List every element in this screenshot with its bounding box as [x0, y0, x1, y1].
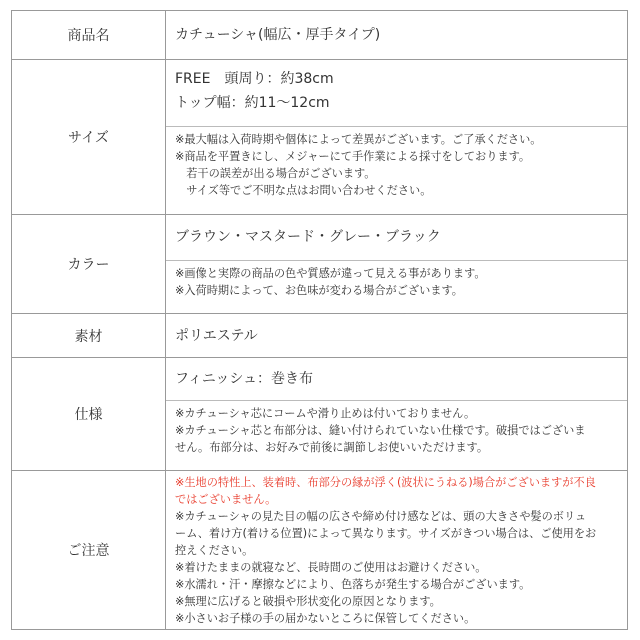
row-content — [166, 358, 627, 470]
main-line: FREE 頭周り：約38cm — [175, 71, 334, 87]
note-line: 若干の誤差が出る場合がございます。 — [175, 167, 376, 180]
note-line: せん。布部分は、お好みで前後に調節しお使いいただけます。 — [175, 441, 489, 454]
warning-line: ではございません。 — [175, 493, 277, 506]
main-text — [166, 367, 627, 391]
row-label: カラー — [12, 215, 166, 313]
main-line: トップ幅：約11〜12cm — [175, 95, 330, 111]
row-spec — [12, 358, 627, 471]
note-line: ※無理に広げると破損や形状変化の原因となります。 — [175, 595, 441, 608]
note-line: ※カチューシャ芯と布部分は、縫い付けられていない仕様です。破損ではございま — [175, 424, 586, 437]
row-material — [12, 314, 627, 358]
row-size — [12, 60, 627, 215]
row-label: ご注意 — [12, 471, 166, 629]
note-line: ※商品を平置きにし、メジャーにて手作業による採寸をしております。 — [175, 150, 531, 163]
row-label: サイズ — [12, 60, 166, 214]
note-line: ※着けたままの就寝など、長時間のご使用はお避けください。 — [175, 561, 487, 574]
note-line: ※カチューシャの見た目の幅の広さや締め付け感などは、頭の大きさや髪のボリュ — [175, 510, 587, 523]
main-line: ポリエステル — [175, 328, 258, 344]
main-text — [166, 225, 627, 249]
main-text — [166, 67, 627, 115]
main-text — [166, 23, 627, 47]
note-line: ※入荷時期によって、お色味が変わる場合がございます。 — [175, 284, 463, 297]
main-line: カチューシャ(幅広・厚手タイプ) — [175, 27, 381, 43]
row-content — [166, 60, 627, 214]
row-label: 仕様 — [12, 358, 166, 470]
row-content — [166, 215, 627, 313]
warning-line: ※生地の特性上、装着時、布部分の縁が浮く(波状にうねる)場合がございますが不良 — [175, 476, 596, 489]
note-line: ※小さいお子様の手の届かないところに保管してください。 — [175, 612, 476, 625]
caution-notes — [166, 474, 627, 627]
notes-section — [166, 260, 627, 313]
main-line: ブラウン・マスタード・グレー・ブラック — [175, 229, 441, 245]
note-line: ※画像と実際の商品の色や質感が違って見える事があります。 — [175, 267, 486, 280]
row-label: 素材 — [12, 314, 166, 357]
note-line: ※水濡れ・汗・摩擦などにより、色落ちが発生する場合がございます。 — [175, 578, 531, 591]
row-content — [166, 11, 627, 59]
main-text — [166, 324, 627, 348]
row-content — [166, 314, 627, 357]
row-caution — [12, 471, 627, 629]
row-label: 商品名 — [12, 11, 166, 59]
row-product-name — [12, 11, 627, 60]
notes-section — [166, 400, 627, 470]
main-line: フィニッシュ：巻き布 — [175, 371, 314, 387]
note-line: ーム、着け方(着ける位置)によって異なります。サイズがきつい場合は、ご使用をお — [175, 527, 597, 540]
note-line: ※カチューシャ芯にコームや滑り止めは付いておりません。 — [175, 407, 476, 420]
row-color — [12, 215, 627, 314]
note-line: サイズ等でご不明な点はお問い合わせください。 — [175, 184, 432, 197]
notes-section — [166, 126, 627, 214]
row-content — [166, 471, 627, 629]
note-line: 控えください。 — [175, 544, 254, 557]
note-line: ※最大幅は入荷時期や個体によって差異がございます。ご了承ください。 — [175, 133, 542, 146]
spec-table — [11, 10, 628, 630]
